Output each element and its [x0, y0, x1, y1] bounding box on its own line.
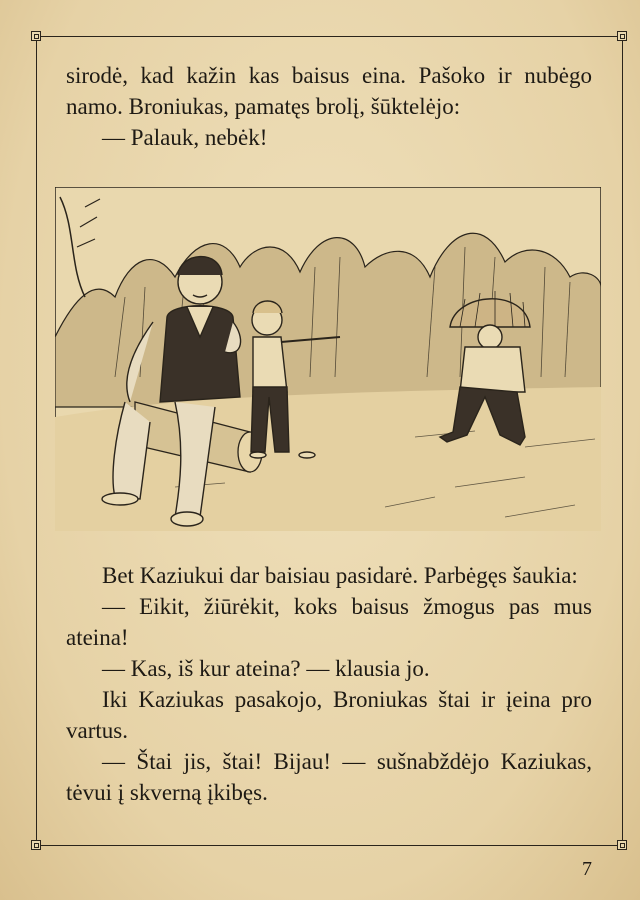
paragraph: Bet Kaziukui dar baisiau pasidarė. Parbėgęs šaukia:: [102, 563, 578, 588]
paragraph: Iki Kaziukas pasakojo, Broniukas štai ir įeina pro vartus.: [66, 687, 592, 743]
illustration-drawing: [55, 187, 601, 531]
bottom-text-block: [66, 560, 592, 808]
dialogue-line: — Palauk, nebėk!: [102, 125, 268, 150]
top-text-block: [66, 60, 592, 153]
frame-corner-ornament: [617, 31, 627, 41]
dialogue-line: — Štai jis, štai! Bijau! — sušnabždėjo Kaziukas, tėvui į skverną įkibęs.: [66, 749, 592, 805]
frame-border-bottom: [36, 845, 622, 846]
frame-border-left: [36, 36, 37, 845]
paragraph: sirodė, kad kažin kas baisus eina. Pašoko ir nubėgo namo. Broniukas, pamatęs brolį, šūktelėjo:: [66, 63, 592, 119]
frame-corner-ornament: [31, 840, 41, 850]
frame-corner-ornament: [617, 840, 627, 850]
page-number: 7: [582, 858, 592, 880]
frame-border-top: [36, 36, 622, 37]
story-illustration: [55, 187, 601, 531]
dialogue-line: — Kas, iš kur ateina? — klausia jo.: [102, 656, 430, 681]
dialogue-line: — Eikit, žiūrėkit, koks baisus žmogus pas mus ateina!: [66, 594, 592, 650]
frame-border-right: [622, 36, 623, 845]
frame-corner-ornament: [31, 31, 41, 41]
